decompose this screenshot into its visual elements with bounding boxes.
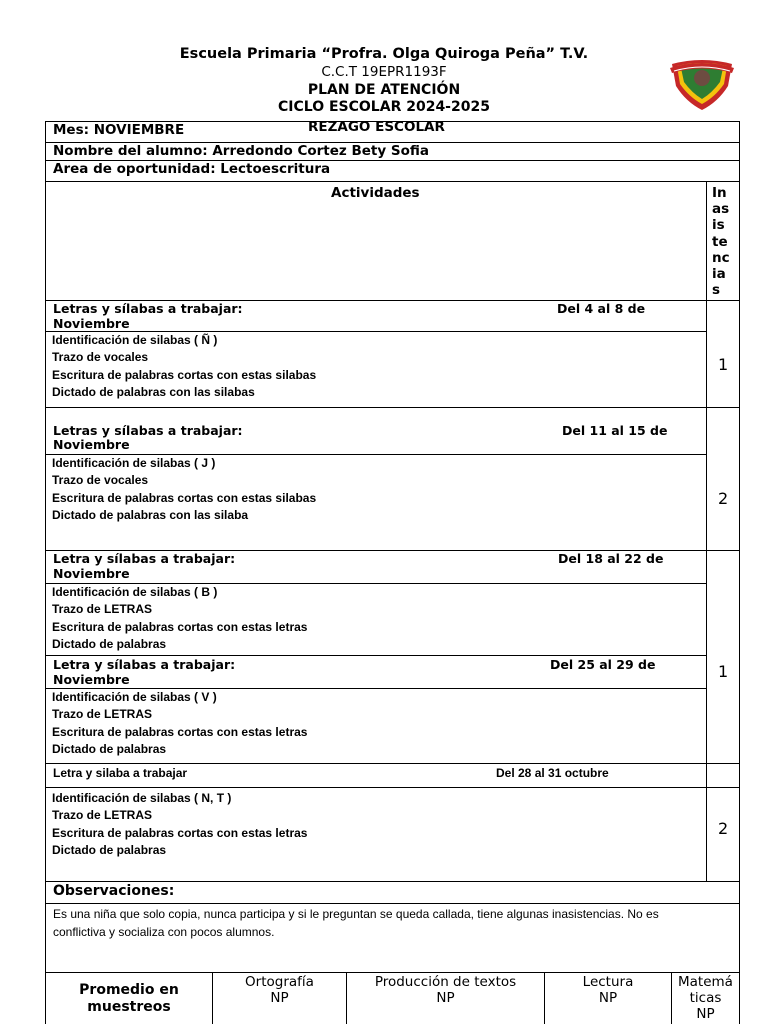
student-name: Nombre del alumno: Arredondo Cortez Bety Sofia (53, 143, 429, 159)
week-title: Letra y sílabas a trabajar: (53, 551, 236, 566)
score-ortografia: Ortografía NP (245, 974, 314, 1006)
list-item: Dictado de palabras con las silabas (52, 384, 255, 399)
absences-count: 2 (718, 819, 729, 838)
list-item: Escritura de palabras cortas con estas letras (52, 724, 308, 739)
plan-title: PLAN DE ATENCIÓN (307, 82, 461, 98)
list-item: Dictado de palabras con las silaba (52, 507, 249, 522)
week-title: Letras y sílabas a trabajar: (53, 423, 243, 438)
score-lectura: Lectura NP (582, 974, 634, 1006)
school-name: Escuela Primaria “Profra. Olga Quiroga Peña” T.V. (179, 46, 589, 62)
week-dates: Del 18 al 22 de (558, 551, 664, 566)
observations-text: Es una niña que solo copia, nunca participa y si le preguntan se queda callada, tiene algunas inasistencias. No es conflictiva y socializa con pocos alumnos. (53, 907, 659, 939)
score-produccion: Producción de textos NP (374, 974, 517, 1006)
list-item: Identificación de silabas ( J ) (52, 456, 216, 470)
week-title-month: Noviembre (53, 437, 130, 452)
school-cycle: CICLO ESCOLAR 2024-2025 (278, 99, 490, 115)
week-activities (52, 790, 702, 859)
week-activities (52, 455, 702, 524)
week-activities (52, 689, 702, 758)
week-title-month: Noviembre (53, 566, 130, 581)
activities-header: Actividades (331, 185, 420, 201)
list-item: Trazo de vocales (52, 473, 149, 488)
list-item: Escritura de palabras cortas con estas letras (52, 825, 308, 840)
week-title: Letra y sílabas a trabajar: (53, 657, 236, 672)
list-item: Escritura de palabras cortas con estas letras (52, 619, 308, 634)
list-item: Trazo de LETRAS (52, 707, 153, 722)
opportunity-area: Area de oportunidad: Lectoescritura (53, 161, 331, 177)
absences-header: In as is te nc ia s (712, 185, 730, 299)
score-matematicas: Matemá ticas NP (678, 974, 733, 1022)
month-label: Mes: NOVIEMBRE (53, 122, 185, 138)
list-item: Escritura de palabras cortas con estas silabas (52, 490, 317, 505)
list-item: Trazo de LETRAS (52, 602, 153, 617)
list-item: Identificación de silabas ( N, T ) (52, 791, 232, 805)
list-item: Dictado de palabras (52, 842, 167, 857)
program-title: REZAGO ESCOLAR (308, 119, 445, 135)
week-title-month: Noviembre (53, 316, 130, 331)
list-item: Dictado de palabras (52, 741, 167, 756)
week-title: Letras y sílabas a trabajar: (53, 301, 243, 316)
absences-count: 1 (718, 662, 729, 681)
week-dates: Del 4 al 8 de (557, 301, 646, 316)
list-item: Trazo de LETRAS (52, 808, 153, 823)
week-dates: Del 11 al 15 de (562, 423, 668, 438)
week-title: Letra y silaba a trabajar (53, 766, 188, 780)
observations-label: Observaciones: (53, 883, 175, 899)
list-item: Escritura de palabras cortas con estas silabas (52, 367, 317, 382)
school-logo (668, 56, 736, 110)
list-item: Trazo de vocales (52, 350, 149, 365)
week-activities (52, 332, 702, 401)
list-item: Identificación de silabas ( Ñ ) (52, 333, 218, 347)
list-item: Dictado de palabras (52, 636, 167, 651)
week-dates: Del 28 al 31 octubre (496, 766, 609, 780)
list-item: Identificación de silabas ( V ) (52, 690, 217, 704)
absences-count: 1 (718, 355, 729, 374)
week-title-month: Noviembre (53, 672, 130, 687)
week-activities (52, 584, 702, 653)
week-dates: Del 25 al 29 de (550, 657, 656, 672)
scores-label: Promedio en muestreos (79, 982, 179, 1015)
list-item: Identificación de silabas ( B ) (52, 585, 218, 599)
absences-count: 2 (718, 489, 729, 508)
school-cct: C.C.T 19EPR1193F (321, 64, 447, 80)
